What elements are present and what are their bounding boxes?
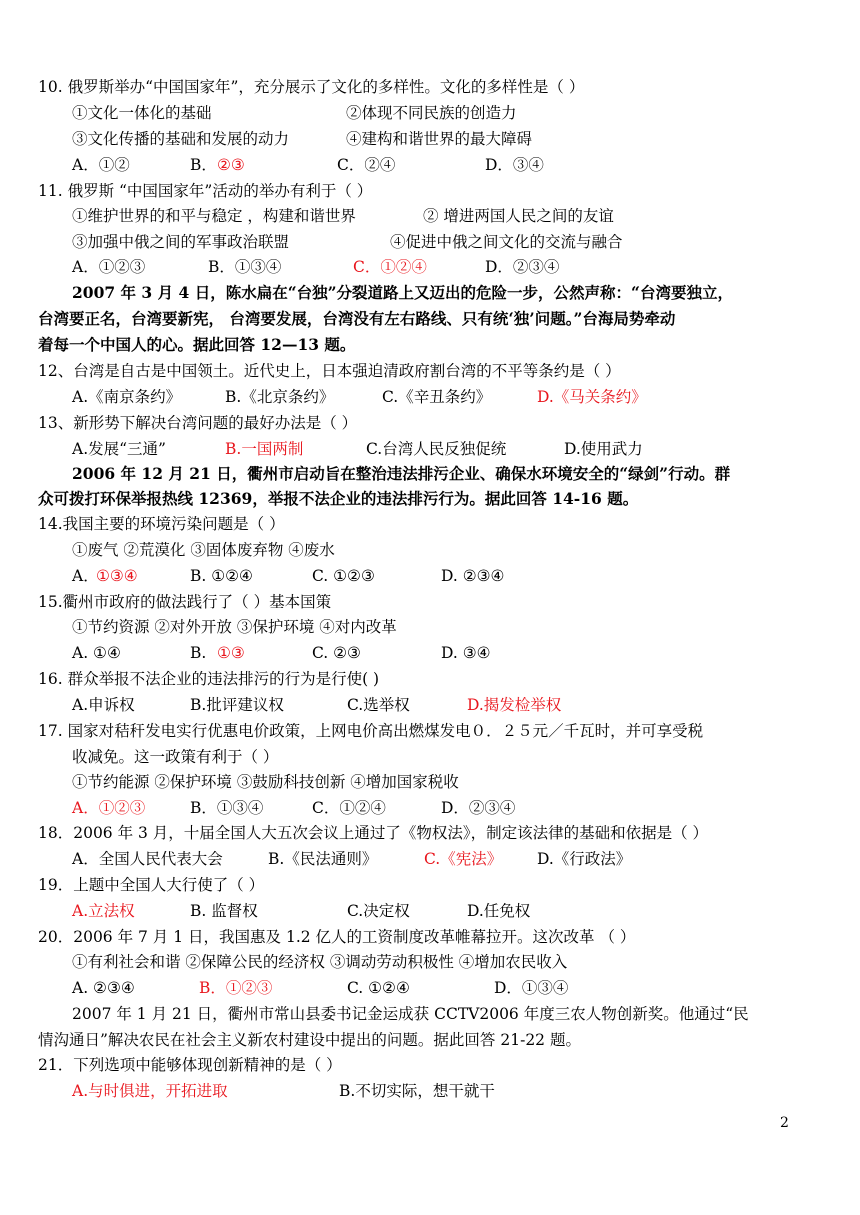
text-line <box>0 795 860 821</box>
text-segment: 着每一个中国人的心。据此回答 12—13 题。 <box>38 335 356 354</box>
text-line <box>0 640 860 666</box>
answer-text: ①③ <box>217 644 245 662</box>
text-segment: A. ①④ <box>72 644 121 662</box>
text-segment: B．①③④ <box>190 799 264 817</box>
text-segment: C. ①②③ <box>312 567 375 585</box>
text-segment: B． <box>190 156 217 174</box>
text-line <box>0 511 860 537</box>
text-segment: 2007 年 1 月 21 日，衢州市常山县委书记金运成获 CCTV2006 年度三农人物创新奖。他通过“民 <box>72 1005 749 1023</box>
text-line <box>0 254 860 280</box>
text-segment: C. ①②④ <box>347 979 410 997</box>
text-line <box>0 614 860 640</box>
text-line <box>0 306 860 332</box>
text-segment: A．全国人民代表大会 <box>72 850 223 868</box>
text-segment: 17. 国家对秸秆发电实行优惠电价政策，上网电价高出燃煤发电０．２５元／千瓦时，并可享受税 <box>38 722 704 740</box>
text-segment: ③文化传播的基础和发展的动力 <box>72 130 290 148</box>
answer-text: B.一国两制 <box>225 440 304 458</box>
text-line <box>0 280 860 306</box>
text-segment: ④建构和谐世界的最大障碍 <box>346 130 533 148</box>
text-segment: ①节约资源 ②对外开放 ③保护环境 ④对内改革 <box>72 618 397 636</box>
text-line <box>0 1052 860 1078</box>
text-line <box>0 436 860 462</box>
answer-text: A.立法权 <box>72 902 135 920</box>
text-line <box>0 949 860 975</box>
text-line <box>0 1027 860 1053</box>
text-segment: C.决定权 <box>347 902 410 920</box>
text-line <box>0 718 860 744</box>
text-segment: A．①②③ <box>72 258 146 276</box>
text-line <box>0 692 860 718</box>
text-line <box>0 1001 860 1027</box>
text-segment: ①维护世界的和平与稳定 ，构建和谐世界 <box>72 207 356 225</box>
text-segment: 11. 俄罗斯 “中国国家年”活动的举办有利于（ ） <box>38 182 373 200</box>
text-segment: 14.我国主要的环境污染问题是（ ） <box>38 515 285 533</box>
text-segment: B. <box>190 644 207 662</box>
text-line <box>0 872 860 898</box>
text-segment: 20．2006 年 7 月 1 日，我国惠及 1.2 亿人的工资制度改革帷幕拉开。这次改革 （ ） <box>38 928 636 946</box>
text-segment: A.申诉权 <box>72 696 135 714</box>
answer-text: B．①②③ <box>199 979 273 997</box>
text-segment: ①节约能源 ②保护环境 ③鼓励科技创新 ④增加国家税收 <box>72 773 459 791</box>
text-segment: 众可拨打环保举报热线 12369，举报不法企业的违法排污行为。据此回答 14-16 题。 <box>38 489 639 508</box>
text-line <box>0 666 860 692</box>
text-segment: C.《辛丑条约》 <box>382 388 492 406</box>
text-segment: D．②③④ <box>485 258 560 276</box>
text-segment: B．①③④ <box>208 258 282 276</box>
text-segment: A. ②③④ <box>72 979 135 997</box>
text-segment: D．①③④ <box>494 979 569 997</box>
text-segment: 2007 年 3 月 4 日，陈水扁在“台独”分裂道路上又迈出的危险一步，公然声称：“台湾要独立， <box>72 283 733 302</box>
text-line <box>0 744 860 770</box>
text-segment: D.《行政法》 <box>537 850 632 868</box>
text-line <box>0 820 860 846</box>
text-segment: D. ③④ <box>441 644 491 662</box>
text-segment: B. ①②④ <box>190 567 253 585</box>
text-segment: 19．上题中全国人大行使了（ ） <box>38 876 265 894</box>
text-segment: D.任免权 <box>467 902 531 920</box>
text-segment: C.选举权 <box>347 696 410 714</box>
text-line <box>0 898 860 924</box>
text-segment: C．①②④ <box>312 799 386 817</box>
text-segment: A． <box>72 567 99 585</box>
text-segment: A．①② <box>72 156 130 174</box>
text-segment: 21．下列选项中能够体现创新精神的是（ ） <box>38 1056 342 1074</box>
text-line <box>0 769 860 795</box>
text-segment: 13、新形势下解决台湾问题的最好办法是（ ） <box>38 414 358 432</box>
text-segment: ①有利社会和谐 ②保障公民的经济权 ③调动劳动积极性 ④增加农民收入 <box>72 953 568 971</box>
text-segment: C.台湾人民反独促统 <box>366 440 507 458</box>
text-segment: 2006 年 12 月 21 日，衢州市启动旨在整治违法排污企业、确保水环境安全的“绿剑”行动。群 <box>72 464 731 483</box>
answer-text: ①③④ <box>96 567 138 585</box>
text-segment: 12、台湾是自古是中国领土。近代史上，日本强迫清政府割台湾的不平等条约是（ ） <box>38 362 621 380</box>
text-line <box>0 100 860 126</box>
text-line <box>0 74 860 100</box>
text-line <box>0 384 860 410</box>
answer-text: D.《马关条约》 <box>537 388 647 406</box>
text-line <box>0 152 860 178</box>
text-line <box>0 563 860 589</box>
answer-text: A.与时俱进，开拓进取 <box>72 1082 228 1100</box>
answer-text: C．①②④ <box>353 258 427 276</box>
text-line <box>0 229 860 255</box>
answer-text: A．①②③ <box>72 799 146 817</box>
text-segment: C．②④ <box>337 156 396 174</box>
text-line <box>0 486 860 512</box>
text-segment: A.《南京条约》 <box>72 388 182 406</box>
text-segment: 台湾要正名，台湾要新宪， 台湾要发展，台湾没有左右路线、只有统‘独’问题。”台海局势牵动 <box>38 309 676 328</box>
text-line <box>0 203 860 229</box>
text-segment: ④促进中俄之间文化的交流与融合 <box>390 233 623 251</box>
text-line <box>0 178 860 204</box>
answer-text: C.《宪法》 <box>424 850 503 868</box>
text-segment: D. ②③④ <box>441 567 505 585</box>
text-segment: D．③④ <box>485 156 544 174</box>
text-segment: ①废气 ②荒漠化 ③固体废弃物 ④废水 <box>72 541 335 559</box>
text-line <box>0 126 860 152</box>
text-line <box>0 332 860 358</box>
page-number: 2 <box>780 1115 789 1131</box>
text-segment: ③加强中俄之间的军事政治联盟 <box>72 233 290 251</box>
text-line <box>0 975 860 1001</box>
text-line <box>0 924 860 950</box>
text-segment: 10. 俄罗斯举办“中国国家年”，充分展示了文化的多样性。文化的多样性是（ ） <box>38 78 585 96</box>
text-segment: 情沟通日”解决农民在社会主义新农村建设中提出的问题。据此回答 21-22 题。 <box>38 1031 581 1049</box>
text-segment: 收减免。这一政策有利于（ ） <box>72 748 279 766</box>
answer-text: D.揭发检举权 <box>467 696 562 714</box>
text-segment: B.批评建议权 <box>190 696 284 714</box>
text-line <box>0 589 860 615</box>
text-segment: B.不切实际，想干就干 <box>339 1082 495 1100</box>
text-segment: 18．2006 年 3 月，十届全国人大五次会议上通过了《物权法》，制定该法律的基础和依据是（ ） <box>38 824 708 842</box>
text-segment: 15.衢州市政府的做法践行了（ ）基本国策 <box>38 593 332 611</box>
text-segment: B.《北京条约》 <box>225 388 335 406</box>
text-line <box>0 846 860 872</box>
text-segment: 16. 群众举报不法企业的违法排污的行为是行使( ) <box>38 670 380 688</box>
text-segment: B. 监督权 <box>190 902 258 920</box>
text-segment: C. ②③ <box>312 644 361 662</box>
text-segment: A.发展“三通” <box>72 440 166 458</box>
text-segment: ①文化一体化的基础 <box>72 104 212 122</box>
text-segment: D.使用武力 <box>564 440 643 458</box>
text-segment: B.《民法通则》 <box>268 850 378 868</box>
text-segment: D．②③④ <box>441 799 516 817</box>
text-segment: ② 增进两国人民之间的友谊 <box>423 207 614 225</box>
text-line <box>0 537 860 563</box>
text-line <box>0 461 860 487</box>
text-line <box>0 1078 860 1104</box>
text-line <box>0 410 860 436</box>
text-line <box>0 358 860 384</box>
answer-text: ②③ <box>217 156 245 174</box>
text-segment: ②体现不同民族的创造力 <box>346 104 517 122</box>
